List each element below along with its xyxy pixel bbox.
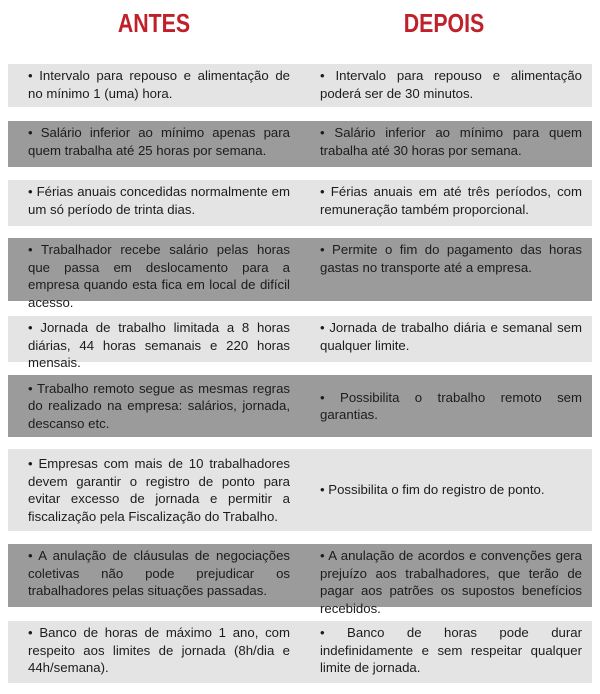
- depois-text: • Jornada de trabalho diária e semanal sem qualquer limite.: [320, 320, 582, 353]
- antes-text: • Férias anuais concedidas normalmente em um só período de trinta dias.: [28, 184, 290, 217]
- antes-text: • Trabalhador recebe salário pelas horas que passa em deslocamento para a empresa quando esta fica em local de difícil acesso.: [28, 242, 290, 310]
- depois-text: • Possibilita o trabalho remoto sem garantias.: [320, 389, 582, 422]
- comparison-row-8: [8, 544, 592, 616]
- comparison-row-7: [8, 449, 592, 531]
- antes-cell: [8, 121, 300, 167]
- antes-text: • Trabalho remoto segue as mesmas regras do realizado na empresa: salários, jornada, descanso etc.: [28, 380, 290, 431]
- antes-cell: [8, 180, 300, 226]
- comparison-row-4: [8, 238, 592, 310]
- antes-cell: [8, 316, 300, 370]
- depois-text: • Permite o fim do pagamento das horas gastas no transporte até a empresa.: [320, 242, 582, 275]
- antes-cell: [8, 449, 300, 531]
- depois-cell: [300, 621, 592, 683]
- depois-cell: [300, 544, 592, 616]
- depois-cell: [300, 316, 592, 362]
- depois-cell: [300, 121, 592, 167]
- depois-text: • Intervalo para repouso e alimentação poderá ser de 30 minutos.: [320, 68, 582, 101]
- depois-cell: [300, 180, 592, 226]
- antes-cell: [8, 64, 300, 107]
- depois-text: • Banco de horas pode durar indefinidamente e sem respeitar qualquer limite de jornada.: [320, 625, 582, 675]
- comparison-row-2: [8, 121, 592, 167]
- antes-text: • Jornada de trabalho limitada a 8 horas diárias, 44 horas semanais e 220 horas mensais.: [28, 320, 290, 370]
- antes-cell: [8, 544, 300, 607]
- antes-text: • Salário inferior ao mínimo apenas para quem trabalha até 25 horas por semana.: [28, 125, 290, 158]
- depois-cell: [300, 64, 592, 107]
- antes-cell: [8, 375, 300, 437]
- antes-text: • Banco de horas de máximo 1 ano, com respeito aos limites de jornada (8h/dia e 44h/semana).: [28, 625, 290, 675]
- depois-text: • Férias anuais em até três períodos, com remuneração também proporcional.: [320, 184, 582, 217]
- depois-text: • Possibilita o fim do registro de ponto.: [320, 482, 545, 498]
- antes-cell: [8, 621, 300, 683]
- antes-text: • Empresas com mais de 10 trabalhadores devem garantir o registro de ponto para evitar excesso de jornada e permitir a fiscalização pela Fiscalização do Trabalho.: [28, 456, 290, 524]
- depois-cell: [300, 449, 592, 531]
- header-antes: ANTES: [117, 8, 191, 38]
- comparison-row-5: [8, 316, 592, 370]
- depois-text: • Salário inferior ao mínimo para quem trabalha até 30 horas por semana.: [320, 125, 582, 158]
- antes-text: • Intervalo para repouso e alimentação de no mínimo 1 (uma) hora.: [28, 68, 290, 101]
- depois-cell: [300, 375, 592, 437]
- depois-cell: [300, 238, 592, 301]
- header-depois: DEPOIS: [403, 8, 485, 38]
- antes-cell: [8, 238, 300, 310]
- antes-text: • A anulação de cláusulas de negociações coletivas não pode prejudicar os trabalhadores pelas situações passadas.: [28, 548, 290, 598]
- comparison-row-1: [8, 64, 592, 107]
- comparison-row-6: [8, 375, 592, 437]
- depois-text: • A anulação de acordos e convenções gera prejuízo aos trabalhadores, que terão de pagar aos patrões os supostos benefícios recebidos.: [320, 548, 582, 616]
- comparison-row-3: [8, 180, 592, 226]
- comparison-row-9: [8, 621, 592, 683]
